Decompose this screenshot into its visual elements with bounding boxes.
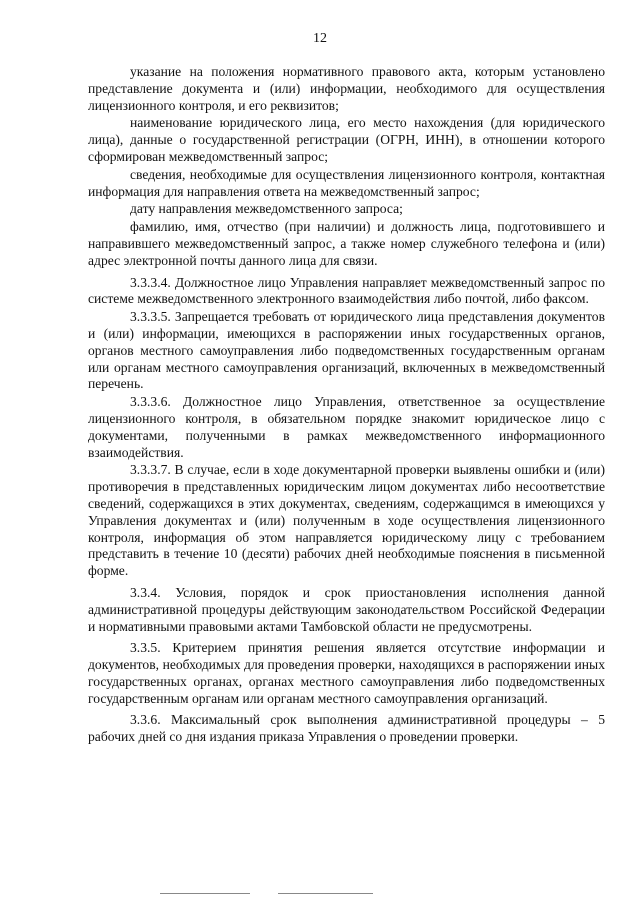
- paragraph-legal-act-reference: указание на положения нормативного правового акта, которым установлено представление документа и (или) информации, необходимого для осуществления лицензионного контроля, и его реквизитов;: [88, 64, 605, 113]
- document-body: [88, 64, 605, 746]
- page-number: 12: [313, 31, 327, 46]
- paragraph-3-3-5: 3.3.5. Критерием принятия решения является отсутствие информации и документов, необходимых для проведения проверки, находящихся в распоряжении иных государственных органах, органах местного самоуправления либо подведомственных государственным органам или органам местного самоуправления организаций.: [88, 640, 605, 706]
- paragraph-official-details: фамилию, имя, отчество (при наличии) и должность лица, подготовившего и направившего межведомственный запрос, а также номер служебного телефона и (или) адрес электронной почты данного лица для связи.: [88, 219, 605, 268]
- paragraph-3-3-3-7: 3.3.3.7. В случае, если в ходе документарной проверки выявлены ошибки и (или) противоречия в представленных юридическим лицом документах либо несоответствие сведений, содержащихся в этих документах, сведениям, содержащимся в имеющихся у Управления документах и (или) полученным в ходе осуществления лицензионного контроля, информация об этом направляется юридическому лицу с требованием представить в течение 10 (десяти) рабочих дней необходимые пояснения в письменной форме.: [88, 462, 605, 579]
- paragraph-3-3-4: 3.3.4. Условия, порядок и срок приостановления исполнения данной административной процедуры действующим законодательством Российской Федерации и нормативными правовыми актами Тамбовской области не предусмотрены.: [88, 584, 605, 634]
- paragraph-3-3-6: 3.3.6. Максимальный срок выполнения административной процедуры – 5 рабочих дней со дня издания приказа Управления о проведении проверки.: [88, 712, 605, 745]
- paragraph-3-3-3-5: 3.3.3.5. Запрещается требовать от юридического лица представления документов и (или) информации, имеющихся в распоряжении иных государственных органов, органов местного самоуправления либо подведомственных государственным органам или органам местного самоуправления организаций, включенных в межведомственный перечень.: [88, 309, 605, 392]
- paragraph-request-date: дату направления межведомственного запроса;: [130, 201, 403, 217]
- paragraph-legal-entity-name: наименование юридического лица, его место нахождения (для юридического лица), данные о государственной регистрации (ОГРН, ИНН), в отношении которого сформирован межведомственный запрос;: [88, 115, 605, 164]
- paragraph-3-3-3-6: 3.3.3.6. Должностное лицо Управления, ответственное за осуществление лицензионного контроля, в обязательном порядке знакомит юридическое лицо с документами, полученными в рамках межведомственного информационного взаимодействия.: [88, 394, 605, 460]
- paragraph-3-3-3-4: 3.3.3.4. Должностное лицо Управления направляет межведомственный запрос по системе межведомственного электронного взаимодействия либо почтой, либо факсом.: [88, 274, 605, 307]
- scan-artifact-line: [160, 893, 250, 894]
- scan-artifact-line: [278, 893, 373, 894]
- paragraph-required-information: сведения, необходимые для осуществления лицензионного контроля, контактная информация для направления ответа на межведомственный запрос;: [88, 166, 605, 199]
